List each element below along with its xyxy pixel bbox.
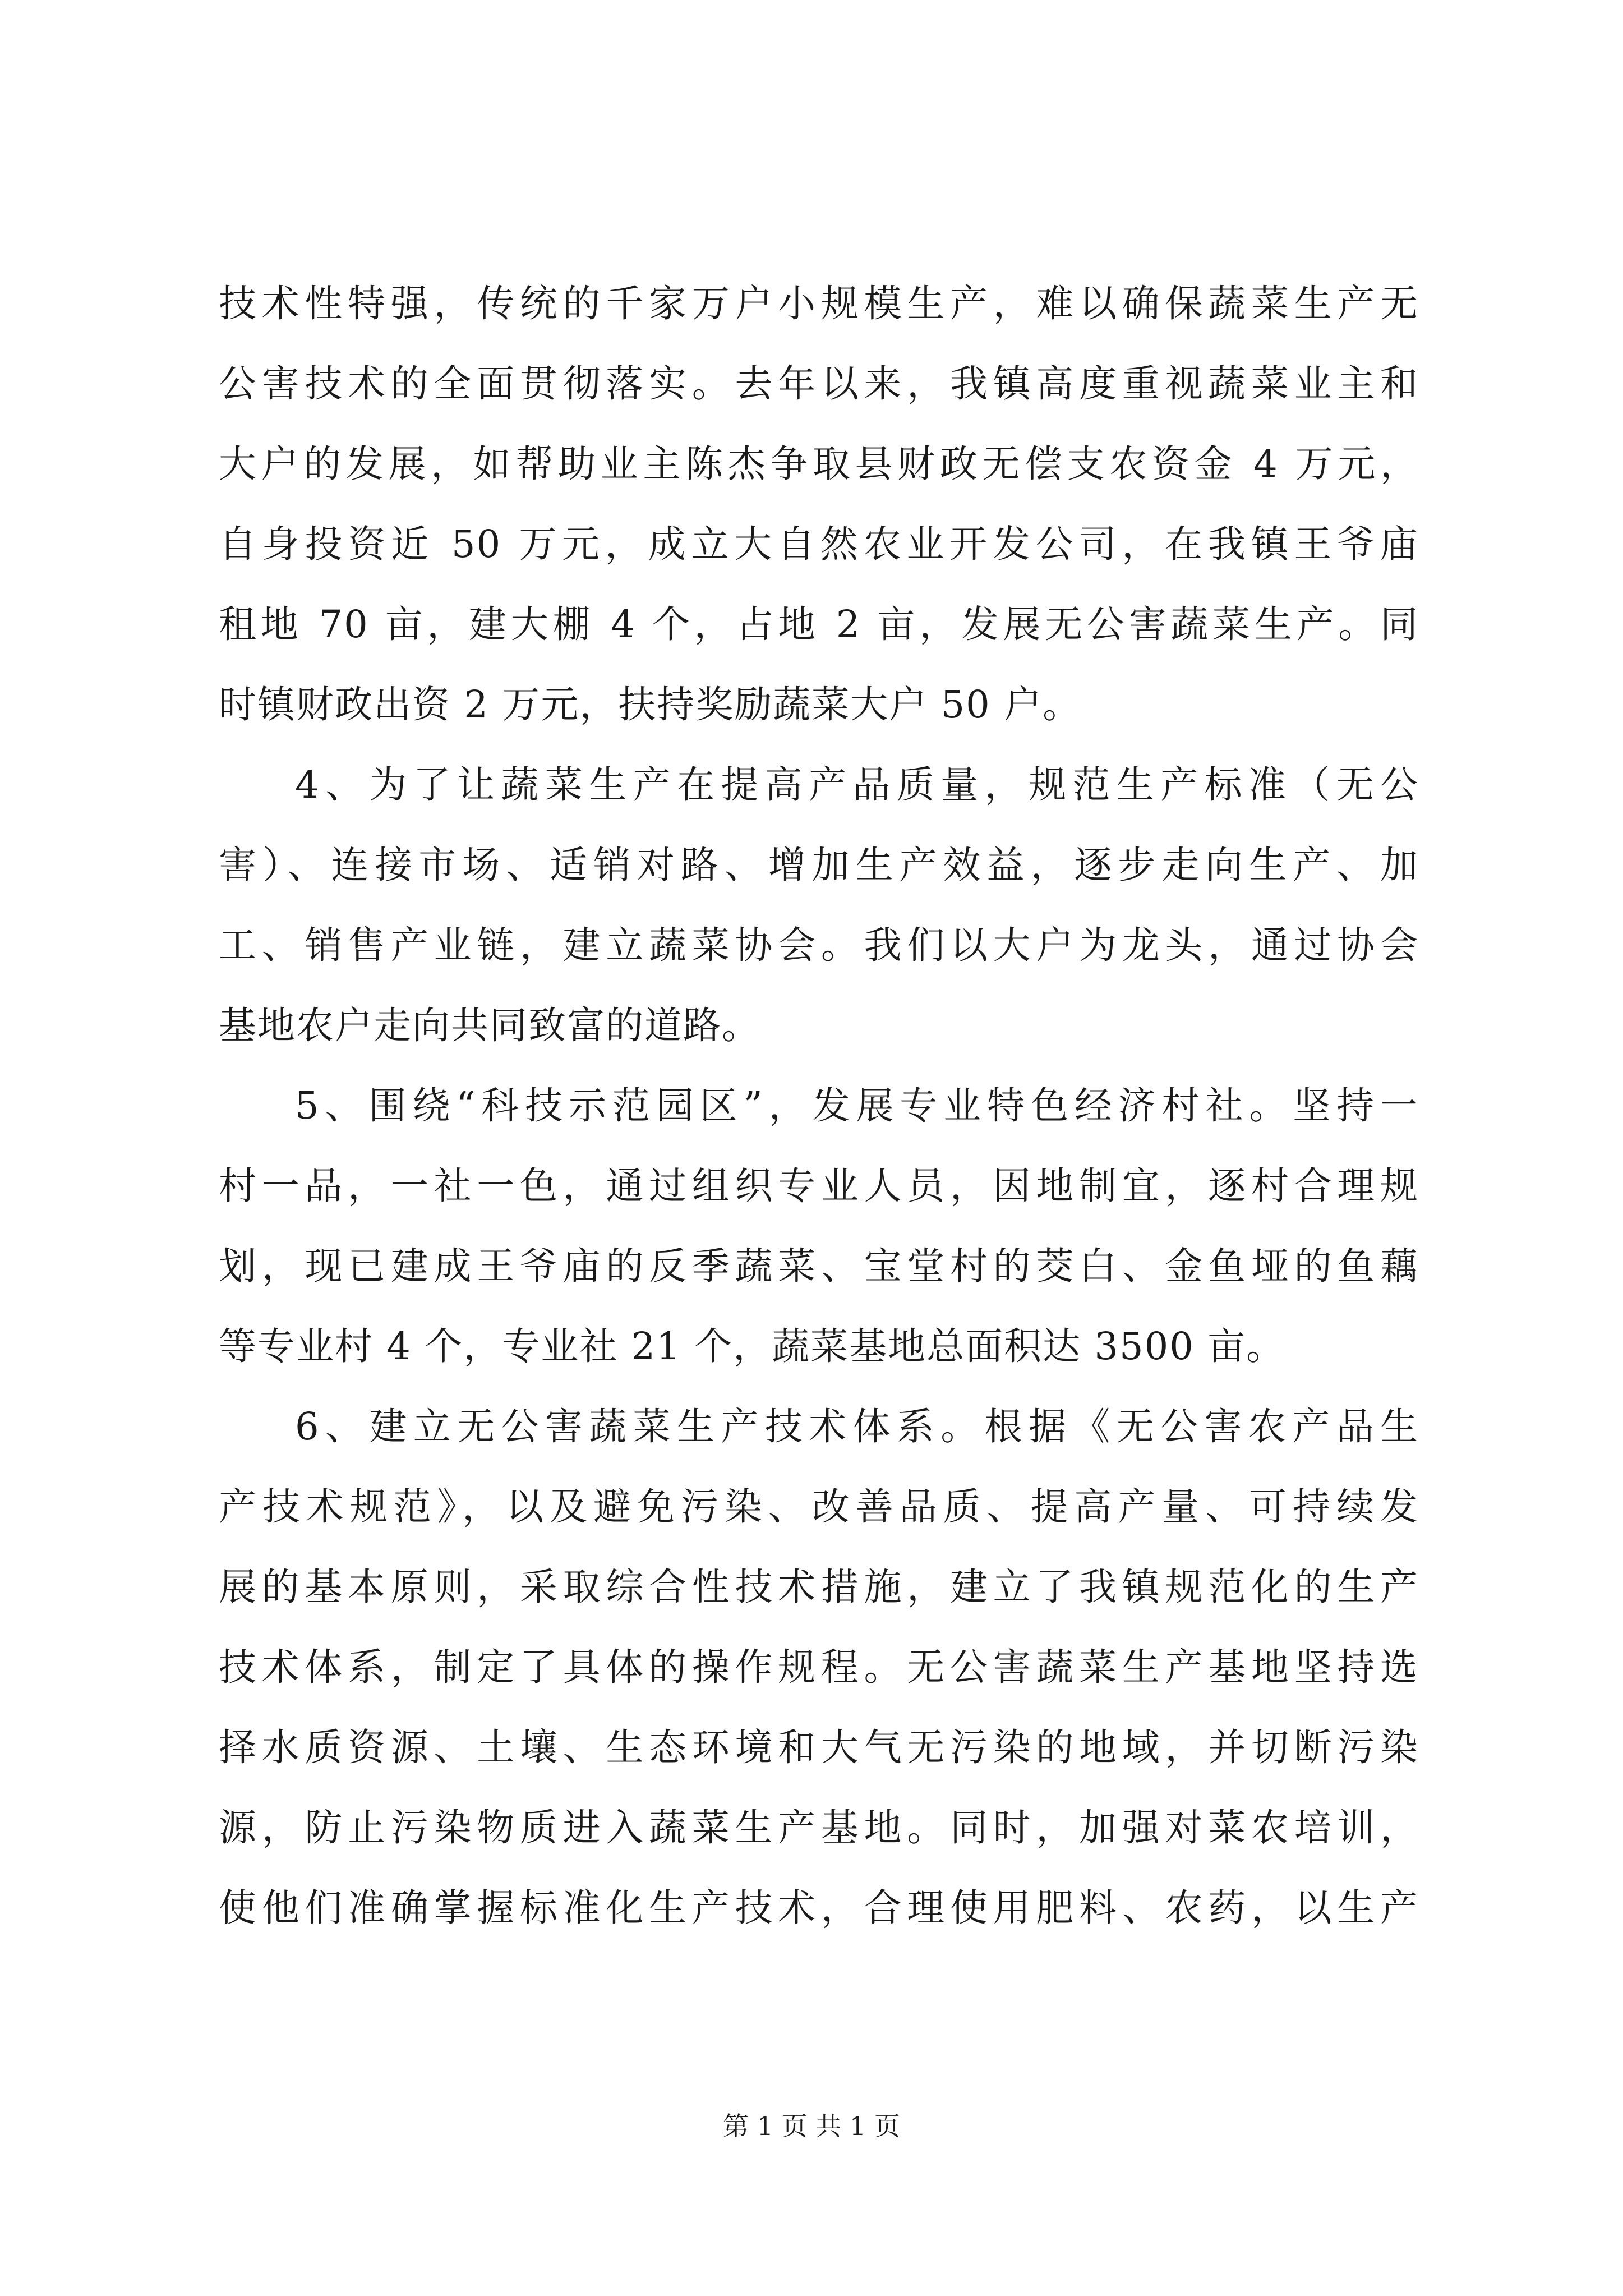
paragraph-first-line: 5、围绕“科技示范园区”，发展专业特色经济村社。坚持一 — [295, 1084, 1419, 1128]
text-line: 使他们准确掌握标准化生产技术，合理使用肥料、农药，以生产 — [219, 1886, 1419, 1930]
text-line: 等专业村 4 个，专业社 21 个，蔬菜基地总面积达 3500 亩。 — [219, 1324, 1285, 1368]
text-line: 公害技术的全面贯彻落实。去年以来，我镇高度重视蔬菜业主和 — [219, 362, 1419, 406]
text-line: 大户的发展，如帮助业主陈杰争取县财政无偿支农资金 4 万元， — [219, 442, 1419, 486]
text-line: 产技术规范》，以及避免污染、改善品质、提高产量、可持续发 — [219, 1485, 1419, 1529]
text-line: 时镇财政出资 2 万元，扶持奖励蔬菜大户 50 户。 — [219, 683, 1082, 726]
text-line: 技术性特强，传统的千家万户小规模生产，难以确保蔬菜生产无 — [219, 282, 1419, 325]
text-line: 展的基本原则，采取综合性技术措施，建立了我镇规范化的生产 — [219, 1565, 1419, 1609]
body-text — [219, 264, 1419, 1948]
text-line: 技术体系，制定了具体的操作规程。无公害蔬菜生产基地坚持选 — [219, 1645, 1419, 1689]
text-line: 择水质资源、土壤、生态环境和大气无污染的地域，并切断污染 — [219, 1726, 1419, 1769]
text-line: 村一品，一社一色，通过组织专业人员，因地制宜，逐村合理规 — [219, 1164, 1419, 1208]
text-line: 工、销售产业链，建立蔬菜协会。我们以大户为龙头，通过协会 — [219, 923, 1419, 967]
text-line: 划，现已建成王爷庙的反季蔬菜、宝堂村的茭白、金鱼垭的鱼藕 — [219, 1244, 1419, 1288]
page-footer: 第 1 页 共 1 页 — [723, 2111, 900, 2141]
paragraph-first-line: 6、建立无公害蔬菜生产技术体系。根据《无公害农产品生 — [295, 1405, 1419, 1448]
text-line: 基地农户走向共同致富的道路。 — [219, 1004, 760, 1047]
text-line: 自身投资近 50 万元，成立大自然农业开发公司，在我镇王爷庙 — [219, 522, 1419, 566]
text-line: 租地 70 亩，建大棚 4 个，占地 2 亩，发展无公害蔬菜生产。同 — [219, 602, 1419, 646]
text-line: 害）、连接市场、适销对路、增加生产效益，逐步走向生产、加 — [219, 843, 1419, 887]
paragraph-first-line: 4、为了让蔬菜生产在提高产品质量，规范生产标准（无公 — [295, 763, 1419, 807]
text-line: 源，防止污染物质进入蔬菜生产基地。同时，加强对菜农培训， — [219, 1806, 1419, 1849]
